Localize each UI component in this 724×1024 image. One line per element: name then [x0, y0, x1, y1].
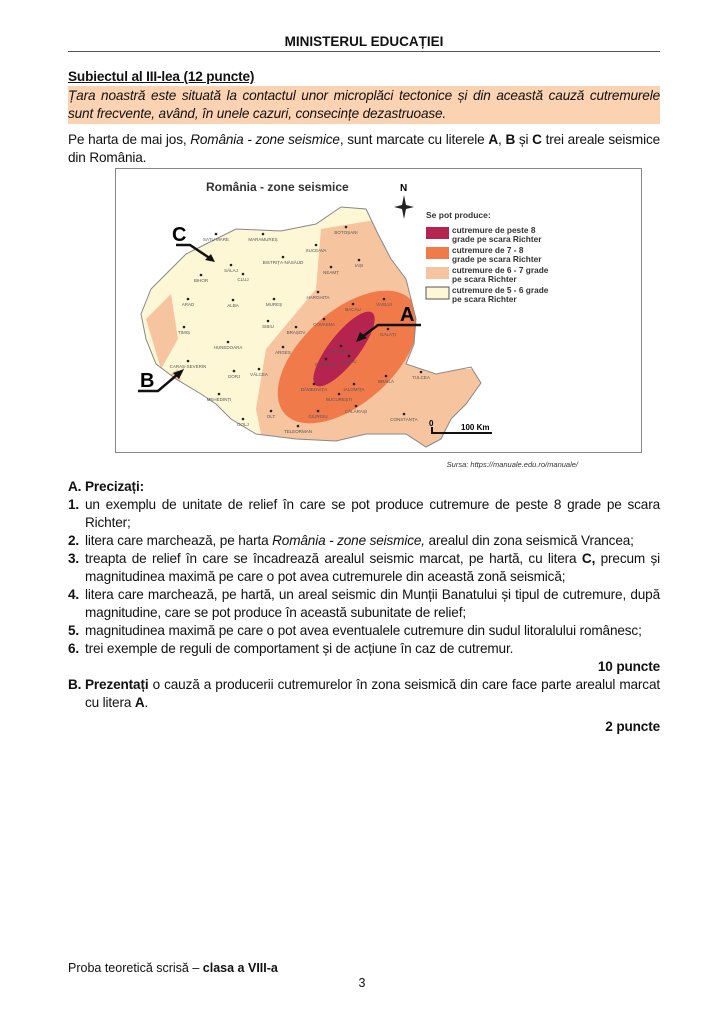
legend-swatch	[426, 227, 449, 239]
text-segment: litera care marchează, pe harta	[85, 533, 273, 548]
county-seat-dot	[200, 274, 203, 277]
legend-swatch	[426, 247, 449, 259]
county-seat-dot	[352, 303, 355, 306]
county-seat-dot	[183, 326, 186, 329]
county-label: BUCUREȘTI	[325, 397, 353, 402]
text-segment: .	[144, 695, 149, 710]
header-divider	[68, 51, 660, 52]
footer-exam-label: Proba teoretică scrisă – clasa a VIII-a	[68, 961, 278, 975]
question-item: 4. litera care marchează, pe hartă, un areal seismic din Munții Banatului și tipul de cutremure, după magnitudine, care se pot produce în această subunitate de relief;	[68, 587, 660, 620]
county-seat-dot	[420, 371, 423, 374]
part-a-heading: A. Precizați:	[68, 479, 144, 494]
county-seat-dot	[358, 259, 361, 262]
county-label: OLT	[266, 414, 276, 419]
county-label: COVASNA	[313, 322, 335, 327]
map-source: Sursa: https://manuale.edu.ro/manuale/	[446, 460, 578, 469]
county-seat-dot	[317, 291, 320, 294]
question-item: 3. treapta de relief în care se încadrează arealul seismic marcat, pe hartă, cu litera C, precum și magnitudinea maximă pe care o pot avea cutremurele din această zonă seismică;	[68, 551, 660, 584]
county-label: SĂLAJ	[224, 268, 238, 273]
county-label: HARGHITA	[306, 295, 330, 300]
county-seat-dot	[242, 273, 245, 276]
county-label: BUZĂU	[341, 359, 357, 364]
county-label: SUCEAVA	[305, 248, 327, 253]
svg-text:C: C	[172, 224, 187, 246]
county-seat-dot	[230, 264, 233, 267]
county-seat-dot	[258, 368, 261, 371]
map-title: România - zone seismice	[206, 180, 349, 194]
subject-title: Subiectul al III-lea (12 puncte)	[68, 69, 255, 84]
county-seat-dot	[282, 346, 285, 349]
text-segment: A	[134, 695, 145, 710]
county-seat-dot	[218, 393, 221, 396]
page-number: 3	[358, 976, 366, 990]
county-seat-dot	[338, 393, 341, 396]
text-segment: A	[488, 132, 499, 147]
county-seat-dot	[317, 410, 320, 413]
text-segment: trei exemple de reguli de comportament și de acțiune în caz de cutremur.	[85, 641, 514, 656]
county-seat-dot	[325, 358, 328, 361]
seismic-zones-map	[115, 168, 642, 453]
county-seat-dot	[187, 360, 190, 363]
county-seat-dot	[262, 233, 265, 236]
county-seat-dot	[227, 341, 230, 344]
legend-label: pe scara Richter	[452, 274, 517, 284]
county-label: BIHOR	[193, 278, 209, 283]
county-seat-dot	[233, 370, 236, 373]
county-seat-dot	[387, 328, 390, 331]
county-seat-dot	[187, 298, 190, 301]
county-seat-dot	[403, 413, 406, 416]
county-label: DÂMBOVIȚA	[300, 387, 328, 392]
question-item: 2. litera care marchează, pe harta România - zone seismice, arealul din zona seismică Vrancea;	[68, 533, 634, 548]
legend-title: Se pot produce:	[426, 210, 491, 220]
county-label: HUNEDOARA	[213, 345, 243, 350]
county-label: IAȘI	[354, 263, 364, 268]
county-seat-dot	[348, 355, 351, 358]
county-seat-dot	[297, 425, 300, 428]
legend-label: cutremure de 6 - 7 grade	[452, 265, 549, 275]
county-label: PRAHOVA	[315, 362, 337, 367]
county-label: VRANCEA	[330, 349, 352, 354]
county-seat-dot	[273, 298, 276, 301]
county-label: GORJ	[227, 374, 241, 379]
county-label: CONSTANȚA	[390, 417, 418, 422]
text-segment: o cauză a producerii cutremurelor în zona seismică din care face parte arealul marcat cu litera	[85, 677, 660, 710]
county-label: ARAD	[181, 302, 195, 307]
text-segment: ,	[498, 132, 506, 147]
text-segment: și	[515, 132, 533, 147]
legend-swatch	[426, 287, 449, 299]
legend-label: pe scara Richter	[452, 294, 517, 304]
text-segment: B	[505, 132, 516, 147]
text-segment: trei areale seismice din România.	[68, 132, 660, 165]
legend-label: cutremure de peste 8	[452, 225, 536, 235]
county-label: BRĂILA	[377, 379, 395, 384]
part-b-points: 2 puncte	[605, 719, 660, 734]
county-label: BOTOȘANI	[334, 230, 358, 235]
legend-label: cutremure de 7 - 8	[452, 245, 524, 255]
county-label: IALOMIȚA	[343, 387, 365, 392]
county-seat-dot	[267, 320, 270, 323]
text-segment: C	[532, 132, 542, 147]
text-segment: arealul din zona seismică Vrancea;	[424, 533, 634, 548]
svg-text:B: B	[140, 370, 155, 392]
county-seat-dot	[270, 410, 273, 413]
text-segment: C,	[581, 551, 596, 566]
county-label: SIBIU	[262, 324, 274, 329]
text-segment: treapta de relief în care se încadrează arealul seismic marcat, pe hartă, cu litera	[85, 551, 582, 566]
county-label: BISTRIȚA-NĂSĂUD	[262, 260, 304, 265]
county-seat-dot	[330, 266, 333, 269]
svg-text:0: 0	[429, 419, 434, 428]
text-segment: magnitudinea maximă pe care o pot avea eventualele cutremure din sudul litoralului românesc;	[85, 623, 642, 638]
ministry-header: MINISTERUL EDUCAȚIEI	[284, 34, 444, 49]
legend-label: grade pe scara Richter	[452, 254, 542, 264]
county-label: SATU MARE	[203, 237, 229, 242]
legend-swatch	[426, 267, 449, 279]
county-label: ALBA	[227, 303, 239, 308]
svg-text:N: N	[400, 183, 408, 194]
county-seat-dot	[315, 244, 318, 247]
county-seat-dot	[383, 298, 386, 301]
county-label: VÂLCEA	[250, 372, 268, 377]
county-seat-dot	[355, 405, 358, 408]
county-label: GIURGIU	[308, 414, 328, 419]
county-seat-dot	[313, 383, 316, 386]
text-segment: Prezentați	[85, 677, 149, 692]
county-label: DOLJ	[237, 422, 249, 427]
subject-intro: Țara noastră este situată la contactul unor microplăci tectonice și din această cauză cutremurele sunt frecvente, având, în unele cazuri, consecințe dezastruoase.	[68, 86, 660, 124]
svg-text:A: A	[400, 304, 415, 326]
county-seat-dot	[232, 299, 235, 302]
county-label: CARAȘ-SEVERIN	[169, 364, 207, 369]
map-svg	[116, 169, 641, 452]
county-seat-dot	[385, 375, 388, 378]
questions	[68, 478, 660, 736]
question-item: 5. magnitudinea maximă pe care o pot avea eventualele cutremure din sudul litoralului românesc;	[68, 623, 642, 638]
county-seat-dot	[340, 345, 343, 348]
county-label: GALAȚI	[379, 332, 397, 337]
svg-text:100 Km: 100 Km	[461, 423, 490, 432]
county-label: ARGEȘ	[275, 350, 291, 355]
map-intro-paragraph	[68, 131, 660, 167]
county-label: MARAMUREȘ	[248, 237, 278, 242]
marker-b	[138, 369, 184, 392]
text-segment: litera care marchează, pe hartă, un areal seismic din Munții Banatului și tipul de cutremure, după magnitudine, care se pot produce în această subunitate de relief;	[85, 587, 660, 620]
legend-label: cutremure de 5 - 6 grade	[452, 285, 549, 295]
county-label: BACĂU	[345, 307, 361, 312]
county-label: NEAMȚ	[323, 270, 339, 275]
text-segment: România - zone seismice	[190, 132, 340, 147]
county-seat-dot	[215, 233, 218, 236]
county-seat-dot	[353, 383, 356, 386]
text-segment: , sunt marcate cu literele	[339, 132, 489, 147]
county-seat-dot	[345, 226, 348, 229]
county-label: TELEORMAN	[283, 429, 313, 434]
compass-icon	[394, 183, 414, 219]
legend-label: grade pe scara Richter	[452, 234, 542, 244]
county-label: VASLUI	[376, 302, 392, 307]
county-label: CĂLĂRAȘI	[344, 409, 368, 414]
county-label: TULCEA	[412, 375, 430, 380]
county-seat-dot	[295, 326, 298, 329]
county-label: TIMIȘ	[178, 330, 190, 335]
text-segment: un exemplu de unitate de relief în care se pot produce cutremure de peste 8 grade pe scara Richter;	[85, 497, 660, 530]
question-item: 6. trei exemple de reguli de comportament și de acțiune în caz de cutremur.	[68, 641, 514, 656]
part-a-points: 10 puncte	[597, 659, 660, 674]
text-segment: Pe harta de mai jos,	[68, 132, 191, 147]
county-label: CLUJ	[237, 277, 249, 282]
county-label: MEHEDINȚI	[206, 397, 232, 402]
county-seat-dot	[242, 418, 245, 421]
county-label: BRAȘOV	[286, 330, 306, 335]
county-seat-dot	[282, 256, 285, 259]
question-item: 1. un exemplu de unitate de relief în care se pot produce cutremure de peste 8 grade pe scara Richter;	[68, 497, 660, 530]
county-label: MUREȘ	[265, 302, 283, 307]
county-seat-dot	[323, 318, 326, 321]
text-segment: precum și magnitudinea maximă pe care o pot avea cutremurele din această zonă seismică;	[85, 551, 660, 584]
text-segment: România - zone seismice,	[272, 533, 425, 548]
part-b: B. Prezentați o cauză a producerii cutremurelor în zona seismică din care face parte arealul marcat cu litera A.	[68, 677, 660, 710]
